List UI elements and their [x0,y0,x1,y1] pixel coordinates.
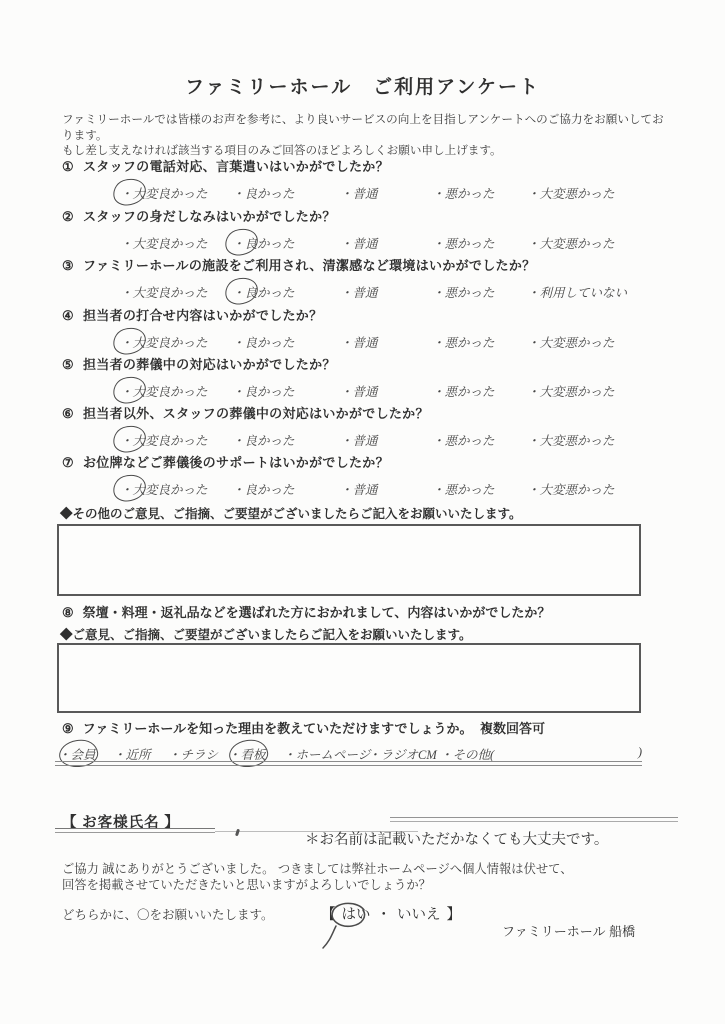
question-5-number: ⑤ [62,357,74,372]
q5-option-good[interactable]: ・良かった [232,385,295,399]
q7-option-very-bad[interactable]: ・大変悪かった [527,483,615,497]
intro-line-1: ファミリーホールでは皆様のお声を参考に、より良いサービスの向上を目指しアンケートへのご協力をお願いしております。 [62,113,664,142]
question-2-text: ② スタッフの身だしなみはいかがでしたか？ [62,209,336,224]
q2-option-very-good[interactable]: ・大変良かった [120,237,208,251]
q9-option-neighborhood[interactable]: ・近所 [113,748,151,762]
q3-option-not-used[interactable]: ・利用していない [527,286,628,300]
q4-option-very-good[interactable]: ・大変良かった [120,333,232,351]
thanks-line-2: 回答を掲載させていただきたいと思いますがよろしいでしょうか？ [62,878,431,892]
question-2-number: ② [62,209,74,224]
question-4-number: ④ [62,308,74,323]
q9-option-member[interactable]: ・会員 [58,745,113,763]
q3-option-bad[interactable]: ・悪かった [432,286,495,300]
question-6-options [62,431,672,449]
q5-option-very-bad[interactable]: ・大変悪かった [527,385,615,399]
bracket-close: 】 [446,907,461,923]
question-5-text: ⑤ 担当者の葬儀中の対応はいかがでしたか？ [62,357,336,372]
q6-option-very-good[interactable]: ・大変良かった [120,431,232,449]
question-2 [62,206,672,252]
question-6-number: ⑥ [62,406,74,421]
customer-name-label: 【 お客様氏名 】 [62,815,180,831]
q9-close-paren: ) [637,745,642,759]
question-6-text: ⑥ 担当者以外、スタッフの葬儀中の対応はいかがでしたか？ [62,406,429,421]
q1-option-normal[interactable]: ・普通 [340,187,378,201]
multiple-answers-note: 複数回答可 [480,721,546,736]
question-2-options [62,234,672,252]
pen-circle-yes [320,897,376,953]
question-3-number: ③ [62,258,74,273]
q6-option-normal[interactable]: ・普通 [340,434,378,448]
question-3-options [62,283,672,301]
q2-option-normal[interactable]: ・普通 [340,237,378,251]
question-1 [62,156,672,202]
q9-double-rule [55,761,642,766]
other-comments-box[interactable] [57,524,641,596]
q9-option-signboard[interactable]: ・看板 [228,745,283,763]
pen-dot-mark [235,829,240,837]
separator-dot: ・ [376,907,391,923]
yes-option[interactable]: はい [341,907,371,923]
q5-option-normal[interactable]: ・普通 [340,385,378,399]
q2-option-good[interactable]: ・良かった [232,234,340,252]
q9-option-homepage[interactable]: ・ホームページ [283,748,371,762]
q9-option-radio-cm[interactable]: ・ラジオCM [368,748,437,762]
name-note-overline [390,817,678,822]
q4-option-normal[interactable]: ・普通 [340,336,378,350]
thanks-line-1: ご協力 誠にありがとうございました。 つきましては弊社ホームページへ個人情報は伏せて、 [62,862,573,876]
question-7-options [62,480,672,498]
question-1-number: ① [62,159,74,174]
q8-comments-label: ◆ご意見、ご指摘、ご要望がございましたらご記入をお願いいたします。 [60,628,472,642]
q6-option-very-bad[interactable]: ・大変悪かった [527,434,615,448]
question-5-options [62,382,672,400]
q3-option-very-good[interactable]: ・大変良かった [120,286,208,300]
q8-comments-box[interactable] [57,643,641,713]
q5-option-very-good[interactable]: ・大変良かった [120,382,232,400]
circle-instruction: どちらかに、〇をお願いいたします。 [62,908,274,922]
question-7-text: ⑦ お位牌などご葬儀後のサポートはいかがでしたか？ [62,455,389,470]
question-3 [62,255,672,301]
question-1-options [62,184,672,202]
q7-option-normal[interactable]: ・普通 [340,483,378,497]
q2-option-bad[interactable]: ・悪かった [432,237,495,251]
q1-option-bad[interactable]: ・悪かった [432,187,495,201]
q4-option-bad[interactable]: ・悪かった [432,336,495,350]
q4-option-good[interactable]: ・良かった [232,336,295,350]
question-4 [62,305,672,351]
other-comments-label: ◆その他のご意見、ご指摘、ご要望がございましたらご記入をお願いいたします。 [60,507,522,521]
q6-option-bad[interactable]: ・悪かった [432,434,495,448]
q2-option-very-bad[interactable]: ・大変悪かった [527,237,615,251]
q7-option-very-good[interactable]: ・大変良かった [120,480,232,498]
question-1-text: ① スタッフの電話対応、言葉遣いはいかがでしたか？ [62,159,389,174]
q9-option-flyer[interactable]: ・チラシ [168,748,219,762]
question-7 [62,452,672,498]
question-9-text: ⑨ ファミリーホールを知った理由を教えていただけますでしょうか。 複数回答可 [62,718,672,737]
q4-option-very-bad[interactable]: ・大変悪かった [527,336,615,350]
intro-text [62,112,670,159]
company-signature: ファミリーホール 船橋 [502,924,636,939]
bracket-open: 【 [321,907,336,923]
page-title: ファミリーホール ご利用アンケート [184,77,541,98]
q3-option-good[interactable]: ・良かった [232,283,340,301]
q1-option-good[interactable]: ・良かった [232,187,295,201]
question-5 [62,354,672,400]
q3-option-normal[interactable]: ・普通 [340,286,378,300]
q1-option-very-bad[interactable]: ・大変悪かった [527,187,615,201]
intro-line-2: もし差し支えなければ該当する項目のみご回答のほどよろしくお願い申し上げます。 [62,144,502,157]
question-3-text: ③ ファミリーホールの施設をご利用され、清潔感など環境はいかがでしたか？ [62,258,536,273]
q1-option-very-good[interactable]: ・大変良かった [120,184,232,202]
question-4-text: ④ 担当者の打合せ内容はいかがでしたか？ [62,308,323,323]
q6-option-good[interactable]: ・良かった [232,434,295,448]
question-8-number: ⑧ [62,605,74,620]
question-6 [62,403,672,449]
question-8-text: ⑧ 祭壇・料理・返礼品などを選ばれた方におかれまして、内容はいかがでしたか？ [62,605,551,620]
q7-option-bad[interactable]: ・悪かった [432,483,495,497]
q9-option-other[interactable]: ・その他( [440,748,495,762]
name-optional-note: ＊お名前は記載いただかなくても大丈夫です。 [305,832,609,848]
question-7-number: ⑦ [62,455,74,470]
q7-option-good[interactable]: ・良かった [232,483,295,497]
question-4-options [62,333,672,351]
no-option[interactable]: いいえ [397,907,441,923]
question-9-number: ⑨ [62,721,74,736]
q5-option-bad[interactable]: ・悪かった [432,385,495,399]
customer-name-underline [55,828,215,833]
